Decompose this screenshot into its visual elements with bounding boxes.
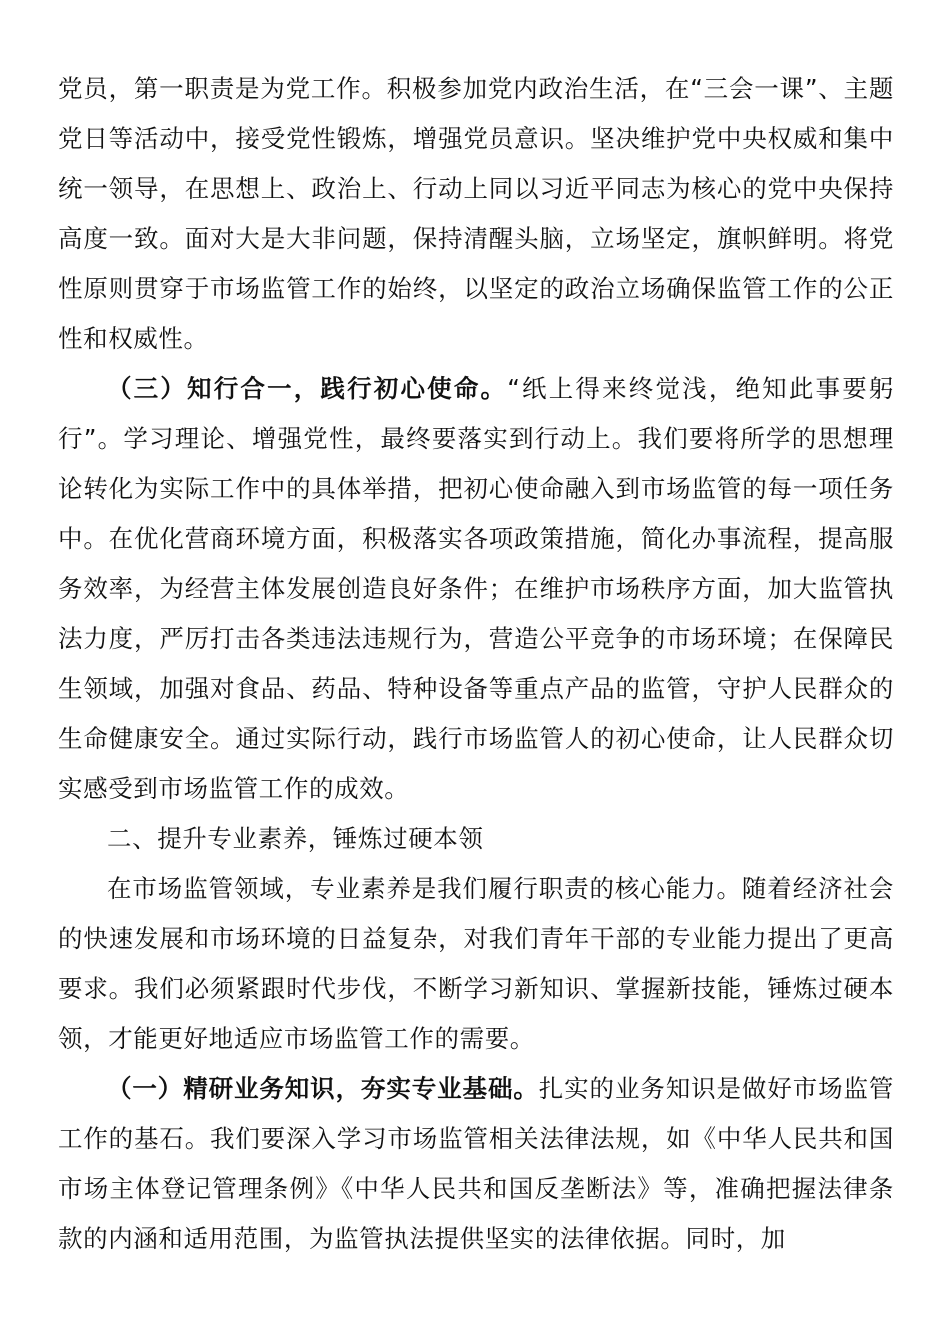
document-body xyxy=(58,64,894,1264)
paragraph-business-knowledge xyxy=(58,1064,894,1264)
paragraph-professional-quality xyxy=(58,864,894,1064)
subsection-heading-1: （一）精研业务知识，夯实专业基础。 xyxy=(107,1074,539,1103)
section-title-2 xyxy=(58,814,894,864)
paragraph-text: 扎实的业务知识是做好市场监管工作的基石。我们要深入学习市场监管相关法律法规，如《中华人民共和国市场主体登记管理条例》《中华人民共和国反垄断法》等，准确把握法律条款的内涵和适用范围，为监管执法提供坚实的法律依据。同时，加 xyxy=(58,1074,895,1253)
section-title-text: 二、提升专业素养，锤炼过硬本领 xyxy=(107,824,484,853)
paragraph-party-duty xyxy=(58,64,894,364)
paragraph-text: 在市场监管领域，专业素养是我们履行职责的核心能力。随着经济社会的快速发展和市场环境的日益复杂，对我们青年干部的专业能力提出了更高要求。我们必须紧跟时代步伐，不断学习新知识、掌握新技能，锤炼过硬本领，才能更好地适应市场监管工作的需要。 xyxy=(58,874,894,1053)
subsection-heading-3: （三）知行合一，践行初心使命。 xyxy=(107,374,508,403)
paragraph-knowledge-action xyxy=(58,364,894,814)
paragraph-text: “纸上得来终觉浅，绝知此事要躬行”。学习理论、增强党性，最终要落实到行动上。我们要将所学的思想理论转化为实际工作中的具体举措，把初心使命融入到市场监管的每一项任务中。在优化营商环境方面，积极落实各项政策措施，简化办事流程，提高服务效率，为经营主体发展创造良好条件；在维护市场秩序方面，加大监管执法力度，严厉打击各类违法违规行为，营造公平竞争的市场环境；在保障民生领域，加强对食品、药品、特种设备等重点产品的监管，守护人民群众的生命健康安全。通过实际行动，践行市场监管人的初心使命，让人民群众切实感受到市场监管工作的成效。 xyxy=(58,374,894,803)
paragraph-text: 党员，第一职责是为党工作。积极参加党内政治生活，在“三会一课”、主题党日等活动中，接受党性锻炼，增强党员意识。坚决维护党中央权威和集中统一领导，在思想上、政治上、行动上同以习近平同志为核心的党中央保持高度一致。面对大是大非问题，保持清醒头脑，立场坚定，旗帜鲜明。将党性原则贯穿于市场监管工作的始终，以坚定的政治立场确保监管工作的公正性和权威性。 xyxy=(58,74,894,353)
